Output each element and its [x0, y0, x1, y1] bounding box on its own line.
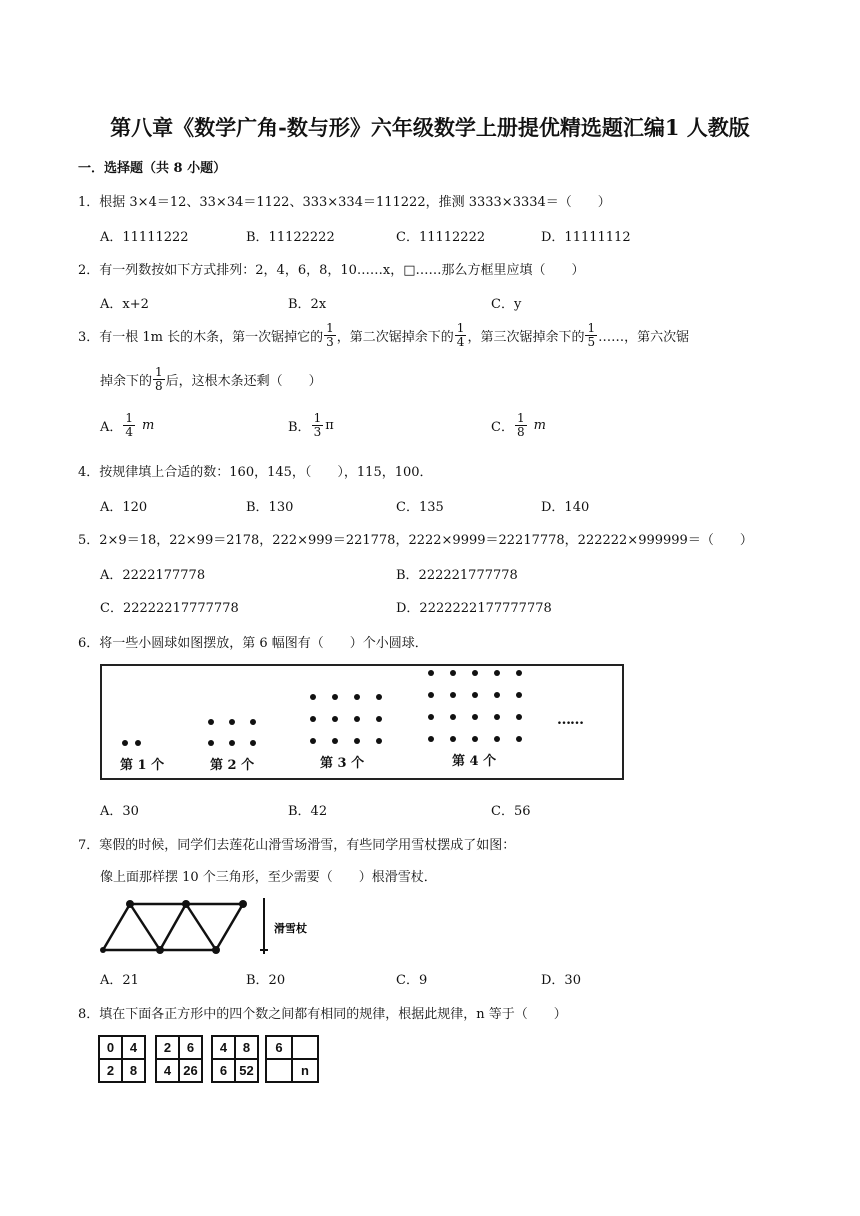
q6-option-a[interactable]: A．30 — [100, 804, 139, 819]
q4-option-a[interactable]: A．120 — [100, 500, 148, 515]
figure-label-2: 第 2 个 — [210, 758, 255, 773]
question-7-stem-2: 像上面那样摆 10 个三角形，至少需要（ ）根滑雪杖． — [100, 870, 437, 885]
q3-text: 后，这根木条还剩（ ） — [165, 374, 322, 389]
ball-dot — [450, 736, 456, 742]
q3-text: 3．有一根 1m 长的木条，第一次锯掉它的 — [78, 330, 324, 345]
ball-dot — [428, 670, 434, 676]
ball-dot — [135, 740, 141, 746]
ball-dot — [376, 716, 382, 722]
q7-option-a[interactable]: A．21 — [100, 973, 139, 988]
ball-dot — [516, 714, 522, 720]
ball-dot — [472, 692, 478, 698]
ski-pole-triangles-figure — [98, 892, 318, 960]
fraction-one-fifth: $\frac{1}{5}$ — [587, 321, 596, 349]
q3-option-c[interactable]: C． $\frac{1}{8}$ m — [491, 411, 546, 439]
q1-option-c[interactable]: C．11112222 — [396, 230, 486, 245]
ball-dot — [516, 736, 522, 742]
q3-option-a[interactable]: A． $\frac{1}{4}$ m — [100, 411, 155, 439]
ball-dot — [354, 738, 360, 744]
fraction-one-eighth: $\frac{1}{8}$ — [155, 365, 163, 393]
number-square-4: 6 n — [265, 1035, 319, 1083]
q5-option-d[interactable]: D．2222222177777778 — [396, 601, 552, 616]
q3-text: 掉余下的 — [100, 374, 153, 389]
figure-label-4: 第 4 个 — [452, 754, 497, 769]
ball-dot — [376, 694, 382, 700]
number-square-1: 0 4 2 8 — [98, 1035, 146, 1083]
figure-ellipsis: …… — [557, 712, 583, 728]
ball-dot — [472, 670, 478, 676]
ball-dot — [494, 670, 500, 676]
q3-text: ，第三次锯掉余下的 — [467, 330, 585, 345]
ball-dot — [250, 719, 256, 725]
q6-option-b[interactable]: B．42 — [288, 804, 328, 819]
ball-dot — [428, 714, 434, 720]
dot-pattern-figure — [100, 664, 624, 780]
ball-dot — [310, 694, 316, 700]
ball-dot — [472, 714, 478, 720]
ball-dot — [450, 692, 456, 698]
ball-dot — [494, 714, 500, 720]
ball-dot — [376, 738, 382, 744]
q4-option-c[interactable]: C．135 — [396, 500, 444, 515]
ball-dot — [494, 692, 500, 698]
q4-option-b[interactable]: B．130 — [246, 500, 294, 515]
page-title: 第八章《数学广角-数与形》六年级数学上册提优精选题汇编1 人教版 — [110, 115, 750, 140]
ball-dot — [332, 716, 338, 722]
question-1-stem: 1．根据 3×4＝12、33×34＝1122、333×334＝111222，推测 3333×3334＝（ ） — [78, 195, 611, 210]
question-3-line-2 — [100, 366, 322, 393]
ball-dot — [310, 738, 316, 744]
q1-option-d[interactable]: D．11111112 — [541, 230, 631, 245]
q5-option-a[interactable]: A．2222177778 — [100, 568, 206, 583]
ball-dot — [122, 740, 128, 746]
ball-dot — [250, 740, 256, 746]
q5-option-b[interactable]: B．222221777778 — [396, 568, 518, 583]
ball-dot — [428, 736, 434, 742]
q1-option-b[interactable]: B．11122222 — [246, 230, 335, 245]
figure-label-1: 第 1 个 — [120, 758, 165, 773]
q7-option-d[interactable]: D．30 — [541, 973, 581, 988]
q2-option-b[interactable]: B．2x — [288, 297, 327, 312]
question-6-stem: 6．将一些小圆球如图摆放，第 6 幅图有（ ）个小圆球． — [78, 636, 428, 651]
q5-option-c[interactable]: C．22222217777778 — [100, 601, 239, 616]
q2-option-a[interactable]: A．x+2 — [100, 297, 149, 312]
ball-dot — [310, 716, 316, 722]
number-square-2: 2 6 4 26 — [155, 1035, 203, 1083]
ball-dot — [332, 694, 338, 700]
ball-dot — [428, 692, 434, 698]
q3-option-b[interactable]: B． $\frac{1}{3}$ π — [288, 411, 334, 439]
ball-dot — [332, 738, 338, 744]
fraction-one-third: $\frac{1}{3}$ — [326, 321, 334, 349]
ball-dot — [450, 714, 456, 720]
ball-dot — [516, 670, 522, 676]
q2-option-c[interactable]: C．y — [491, 297, 522, 312]
ball-dot — [472, 736, 478, 742]
question-5-stem: 5．2×9＝18，22×99＝2178，222×999＝221778，2222×9999＝22217778，222222×999999＝（ ） — [78, 533, 753, 548]
ball-dot — [208, 719, 214, 725]
figure-label-3: 第 3 个 — [320, 756, 365, 771]
q4-option-d[interactable]: D．140 — [541, 500, 590, 515]
question-8-stem: 8．填在下面各正方形中的四个数之间都有相同的规律，根据此规律，n 等于（ ） — [78, 1007, 567, 1022]
ball-dot — [494, 736, 500, 742]
number-square-3: 4 8 6 52 — [211, 1035, 259, 1083]
question-4-stem: 4．按规律填上合适的数：160，145，（ ），115，100． — [78, 465, 433, 480]
question-2-stem: 2．有一列数按如下方式排列：2，4，6，8，10……x，□……那么方框里应填（ ） — [78, 263, 585, 278]
question-3-line-1 — [78, 322, 689, 349]
q7-option-c[interactable]: C．9 — [396, 973, 428, 988]
question-7-stem: 7．寒假的时候，同学们去莲花山滑雪场滑雪，有些同学用雪杖摆成了如图： — [78, 838, 516, 853]
section-heading: 一．选择题（共 8 小题） — [78, 161, 227, 176]
q1-option-a[interactable]: A．11111222 — [100, 230, 189, 245]
ball-dot — [229, 740, 235, 746]
q3-text: ……，第六次锯 — [598, 330, 690, 345]
ski-pole-label: 滑雪杖 — [274, 922, 307, 935]
q7-option-b[interactable]: B．20 — [246, 973, 286, 988]
fraction-one-fourth: $\frac{1}{4}$ — [456, 321, 465, 349]
ball-dot — [354, 694, 360, 700]
q6-option-c[interactable]: C．56 — [491, 804, 531, 819]
ball-dot — [354, 716, 360, 722]
ball-dot — [450, 670, 456, 676]
ball-dot — [516, 692, 522, 698]
ball-dot — [229, 719, 235, 725]
q3-text: ，第二次锯掉余下的 — [336, 330, 454, 345]
ball-dot — [208, 740, 214, 746]
